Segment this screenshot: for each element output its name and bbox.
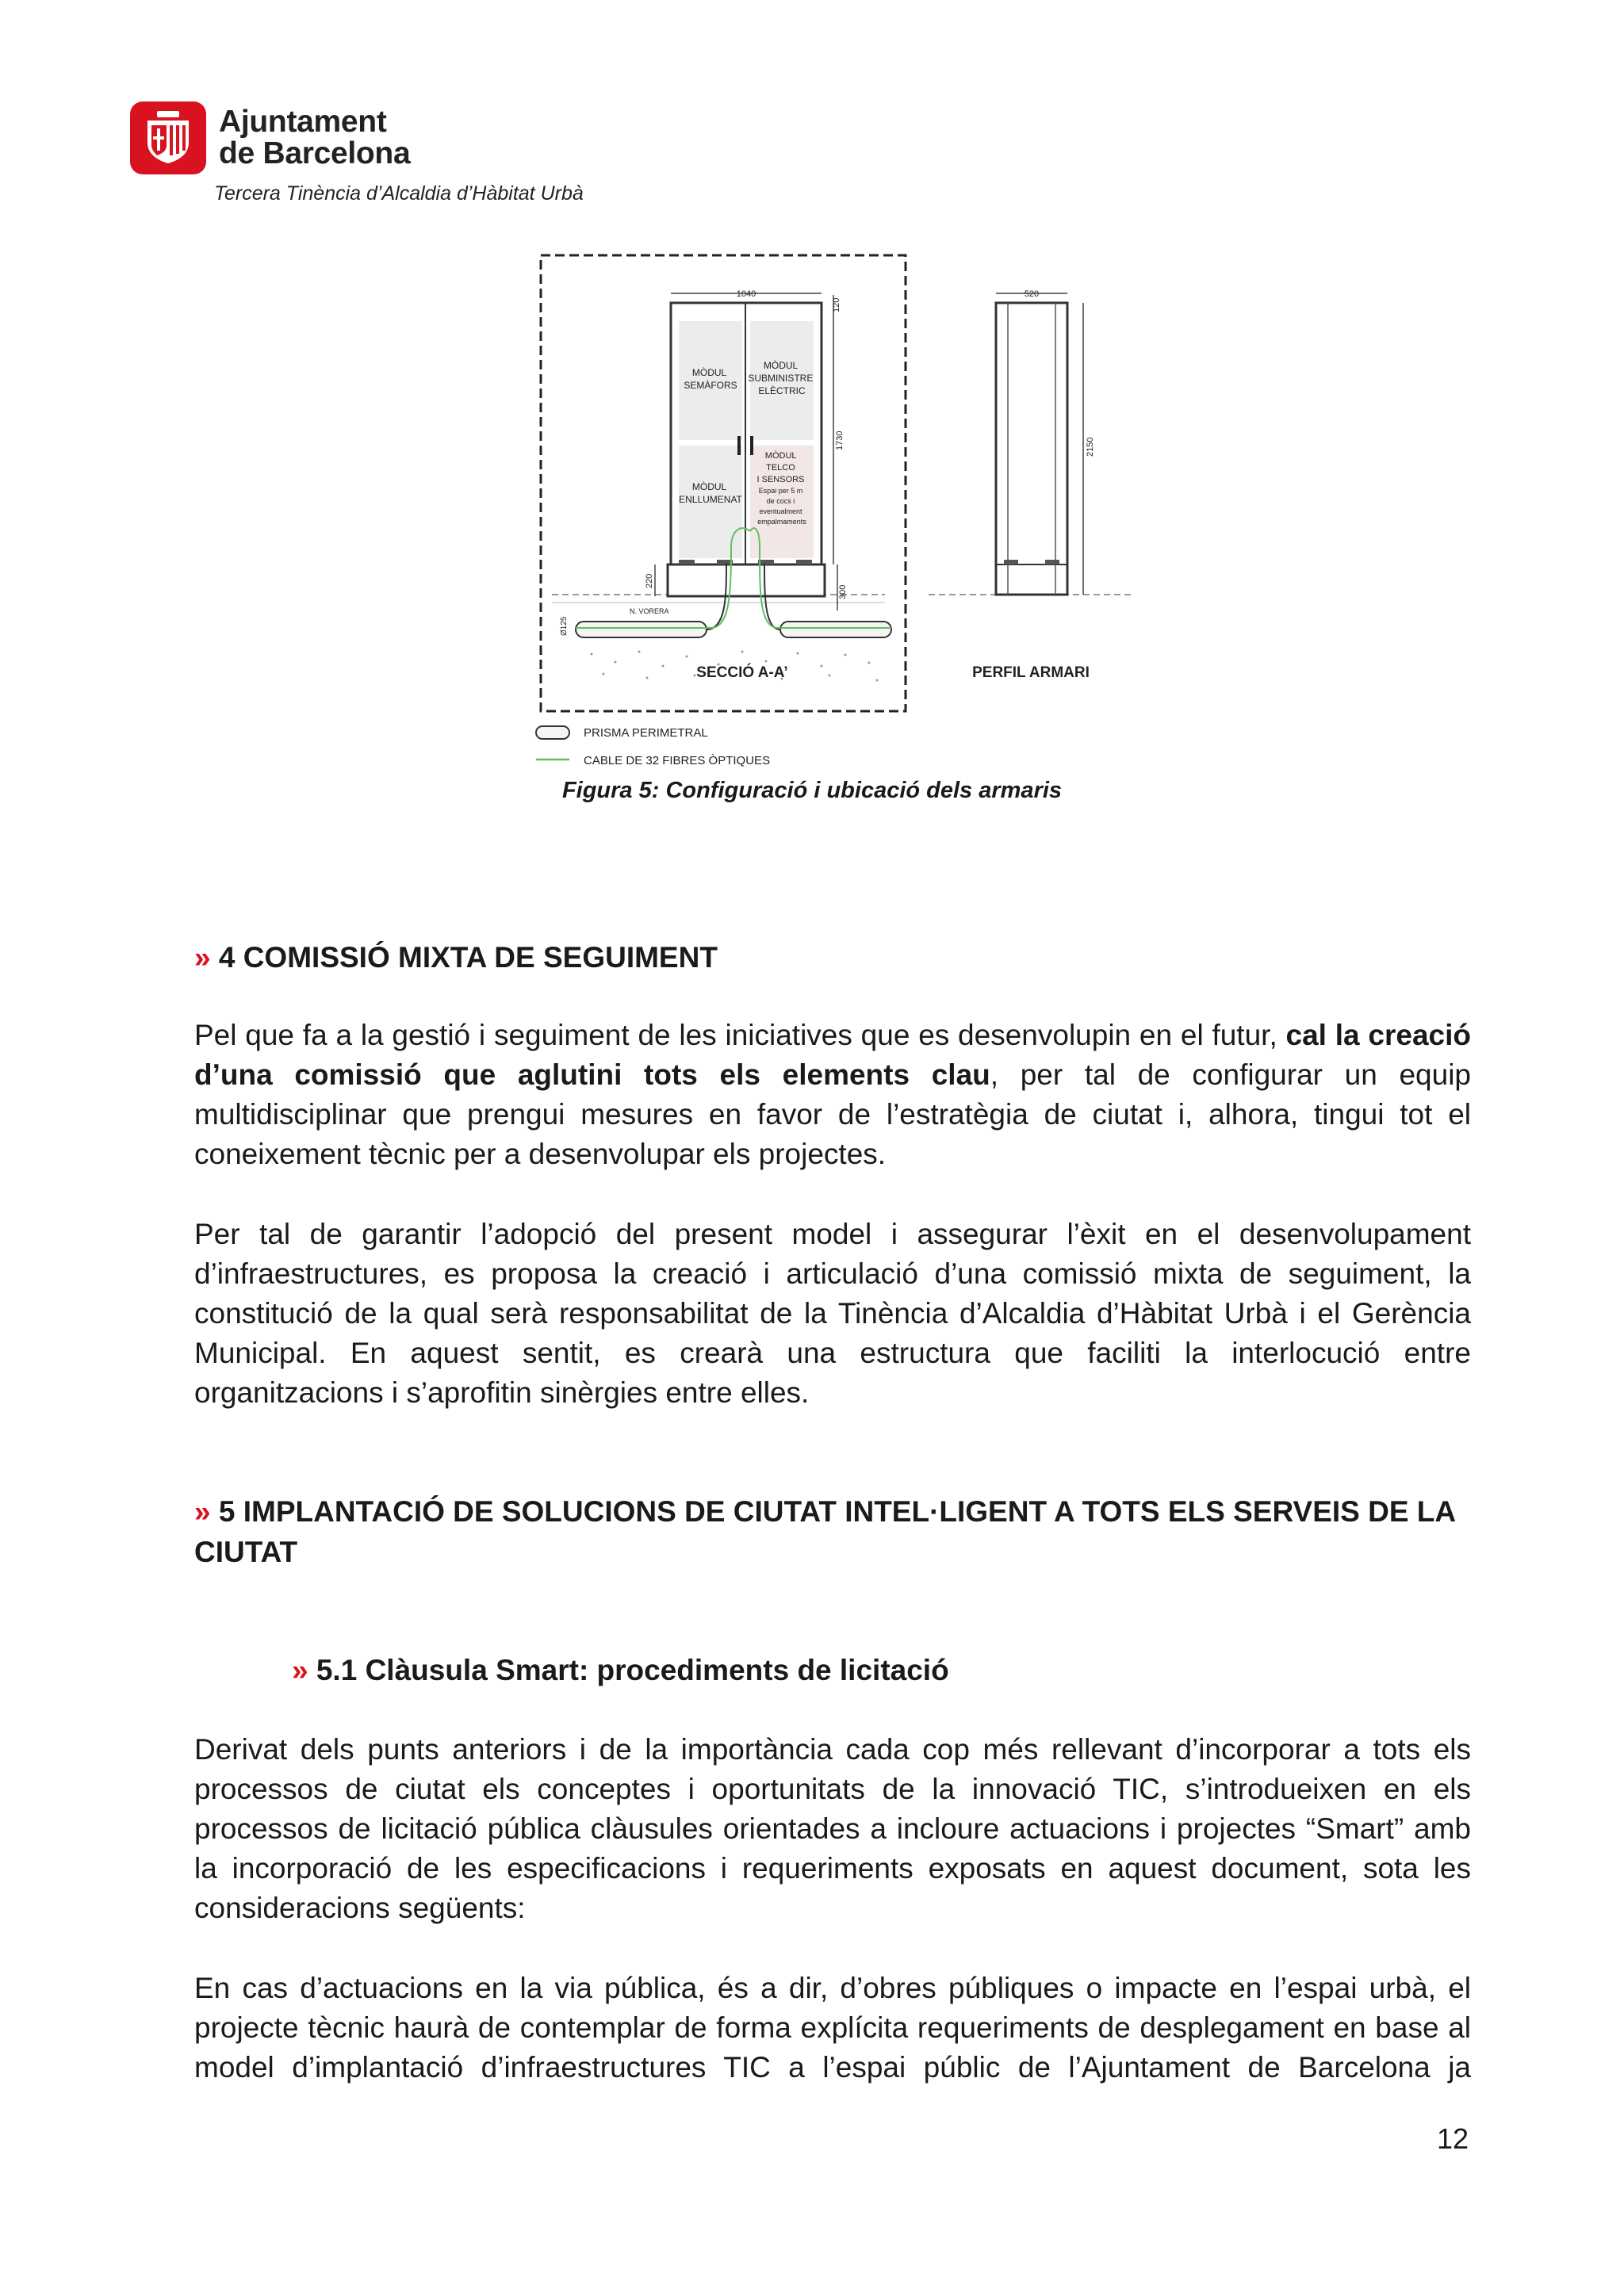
legend-cable-label: CABLE DE 32 FIBRES ÒPTIQUES (584, 754, 771, 767)
section-5-paragraph-2: En cas d’actuacions en la via pública, és a dir, d’obres públiques o impacte en l’espai urbà, el projecte tècnic haurà de contemplar de forma explícita requeriments de desplegament en base al model d’implantació d’infraestructures TIC a l’espai públic de l’Ajuntament de Barcelona ja (194, 1972, 1471, 2084)
organization-name (219, 106, 410, 170)
section-5-paragraph-1: Derivat dels punts anteriors i de la importància cada cop més rellevant d’incorporar a tots els processos de ciutat els conceptes i oportunitats de la innovació TIC, s’introdueixen en els processos de licitació pública clàusules orientades a incloure actuacions i projectes “Smart” amb la incorporació de les especificacions i requeriments exposats en aquest document, sota les consideracions següents: (194, 1733, 1471, 1924)
organization-line-1: Ajuntament (219, 105, 387, 139)
section-4-paragraph-2: Per tal de garantir l’adopció del present model i assegurar l’èxit en el desenvolupament d’infraestructures, es proposa la creació i articulació d’una comissió mixta de seguiment, la constitució de la qual serà responsabilitat de la Tinència d’Alcaldia d’Hàbitat Urbà i el Gerència Municipal. En aquest sentit, es crearà una estructura que faciliti la interlocució entre organitzacions i s’aprofitin sinèrgies entre elles. (194, 1218, 1471, 1409)
section-5-heading (194, 1491, 1471, 1572)
section-4-p1-start: Pel que fa a la gestió i seguiment de les iniciatives que es desenvolupin en el futur, (194, 1019, 1286, 1051)
dimension-height: 1730 (835, 430, 845, 450)
section-5-1-heading (292, 1650, 1465, 1690)
department-name: Tercera Tinència d’Alcaldia d’Hàbitat Urbà (214, 182, 584, 205)
profile-label: PERFIL ARMARI (972, 664, 1090, 681)
dimension-width: 1040 (736, 289, 756, 299)
module-subministre-label: MÒDUL SUBMINISTRE ELÈCTRIC (748, 360, 814, 396)
barcelona-logo-icon (130, 101, 206, 174)
cabinet-diagram (528, 246, 1155, 777)
dimension-pipe: Ø125 (560, 616, 569, 636)
dimension-base: 220 (645, 573, 654, 588)
legend-prism-label: PRISMA PERIMETRAL (584, 726, 708, 740)
section-5-1-marker: » (292, 1654, 308, 1686)
section-4-paragraph-1 (194, 1016, 1471, 1174)
dimension-profile-width: 520 (1024, 289, 1040, 299)
figure-caption: Figura 5: Configuració i ubicació dels armaris (561, 778, 1063, 803)
vorera-label: N. VORERA (630, 607, 669, 615)
section-label: SECCIÓ A-A’ (696, 664, 788, 681)
section-4-p1-bold: cal la creació d’una comissió que aglutini tots els elements clau (194, 1019, 1471, 1091)
dimension-profile-height: 2150 (1086, 437, 1095, 457)
module-semafors-label: MÒDUL SEMÀFORS (684, 367, 737, 391)
module-enllumenat-label: MÒDUL ENLLUMENAT (679, 481, 742, 505)
dimension-top: 120 (832, 297, 841, 312)
module-telco-label: MÒDUL TELCO I SENSORS Espai per 5 m de cocs i eventualment empalmaments (756, 451, 806, 526)
dimension-foundation: 300 (838, 584, 848, 599)
section-5-1-title: 5.1 Clàusula Smart: procediments de licitació (316, 1654, 949, 1686)
section-4-heading (194, 937, 1471, 978)
section-4-marker: » (194, 941, 211, 974)
section-5-title: 5 IMPLANTACIÓ DE SOLUCIONS DE CIUTAT INTEL·LIGENT A TOTS ELS SERVEIS DE LA CIUTAT (194, 1495, 1455, 1568)
section-4-title: 4 COMISSIÓ MIXTA DE SEGUIMENT (218, 941, 718, 974)
section-5-marker: » (194, 1495, 211, 1528)
section-4-p1-end: , per tal de configurar un equip multidisciplinar que prengui mesures en favor de l’estratègia de ciutat i, alhora, tingui tot el coneixement tècnic per a desenvolupar els projectes. (194, 1058, 1471, 1170)
page-number: 12 (1436, 2122, 1469, 2155)
organization-line-2: de Barcelona (219, 136, 411, 170)
